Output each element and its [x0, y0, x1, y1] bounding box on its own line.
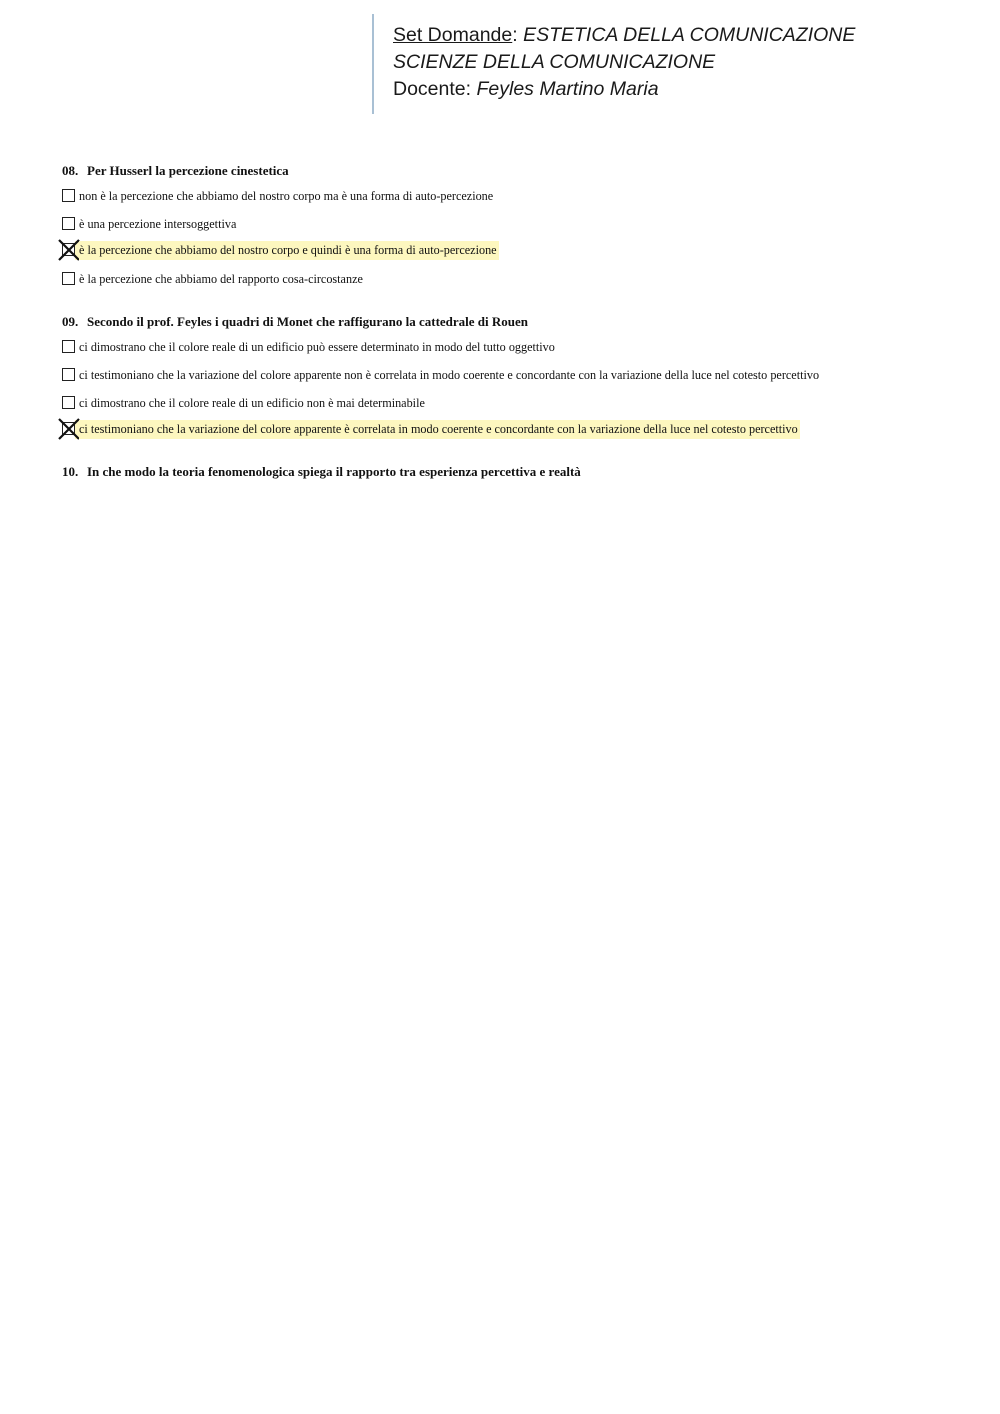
question-number: 08. — [62, 163, 79, 178]
answer-text: è una percezione intersoggettiva — [79, 217, 237, 231]
subject-title: ESTETICA DELLA COMUNICAZIONE — [523, 24, 856, 46]
answer-text: è la percezione che abbiamo del rapporto cosa-circostanze — [79, 272, 363, 286]
checkbox[interactable] — [62, 368, 75, 381]
answer-text: ci dimostrano che il colore reale di un edificio può essere determinato in modo del tutto oggettivo — [79, 340, 555, 354]
question-text: In che modo la teoria fenomenologica spiega il rapporto tra esperienza percettiva e realtà — [87, 464, 581, 479]
document-header — [372, 14, 972, 114]
question-number: 10. — [62, 464, 79, 479]
question-text: Per Husserl la percezione cinestetica — [87, 163, 289, 178]
checkbox[interactable] — [62, 217, 75, 230]
cross-mark-icon — [57, 238, 81, 262]
answer-text: è la percezione che abbiamo del nostro corpo e quindi è una forma di auto-percezione — [79, 241, 499, 260]
set-domande-line — [393, 22, 972, 49]
docente-label: Docente: — [393, 78, 472, 100]
question-08 — [62, 163, 289, 179]
answer-text: ci dimostrano che il colore reale di un edificio non è mai determinabile — [79, 396, 425, 410]
question-number: 09. — [62, 314, 79, 329]
checkbox[interactable] — [62, 340, 75, 353]
docente-name: Feyles Martino Maria — [476, 78, 659, 100]
answer-text: ci testimoniano che la variazione del colore apparente è correlata in modo coerente e concordante con la variazione della luce nel cotesto percettivo — [79, 420, 800, 439]
set-domande-label: Set Domande — [393, 24, 513, 46]
checkbox[interactable] — [62, 396, 75, 409]
question-09 — [62, 314, 528, 330]
course-name: SCIENZE DELLA COMUNICAZIONE — [393, 51, 716, 73]
checkbox[interactable] — [62, 189, 75, 202]
question-10 — [62, 464, 581, 480]
answer-text: ci testimoniano che la variazione del colore apparente non è correlata in modo coerente e concordante con la variazione della luce nel cotesto percettivo — [79, 368, 820, 382]
cross-mark-icon — [57, 417, 81, 441]
docente-line — [393, 76, 972, 103]
checkbox[interactable] — [62, 272, 75, 285]
answer-text: non è la percezione che abbiamo del nostro corpo ma è una forma di auto-percezione — [79, 189, 494, 203]
question-text: Secondo il prof. Feyles i quadri di Monet che raffigurano la cattedrale di Rouen — [87, 314, 529, 329]
set-domande-separator: : — [512, 24, 524, 46]
